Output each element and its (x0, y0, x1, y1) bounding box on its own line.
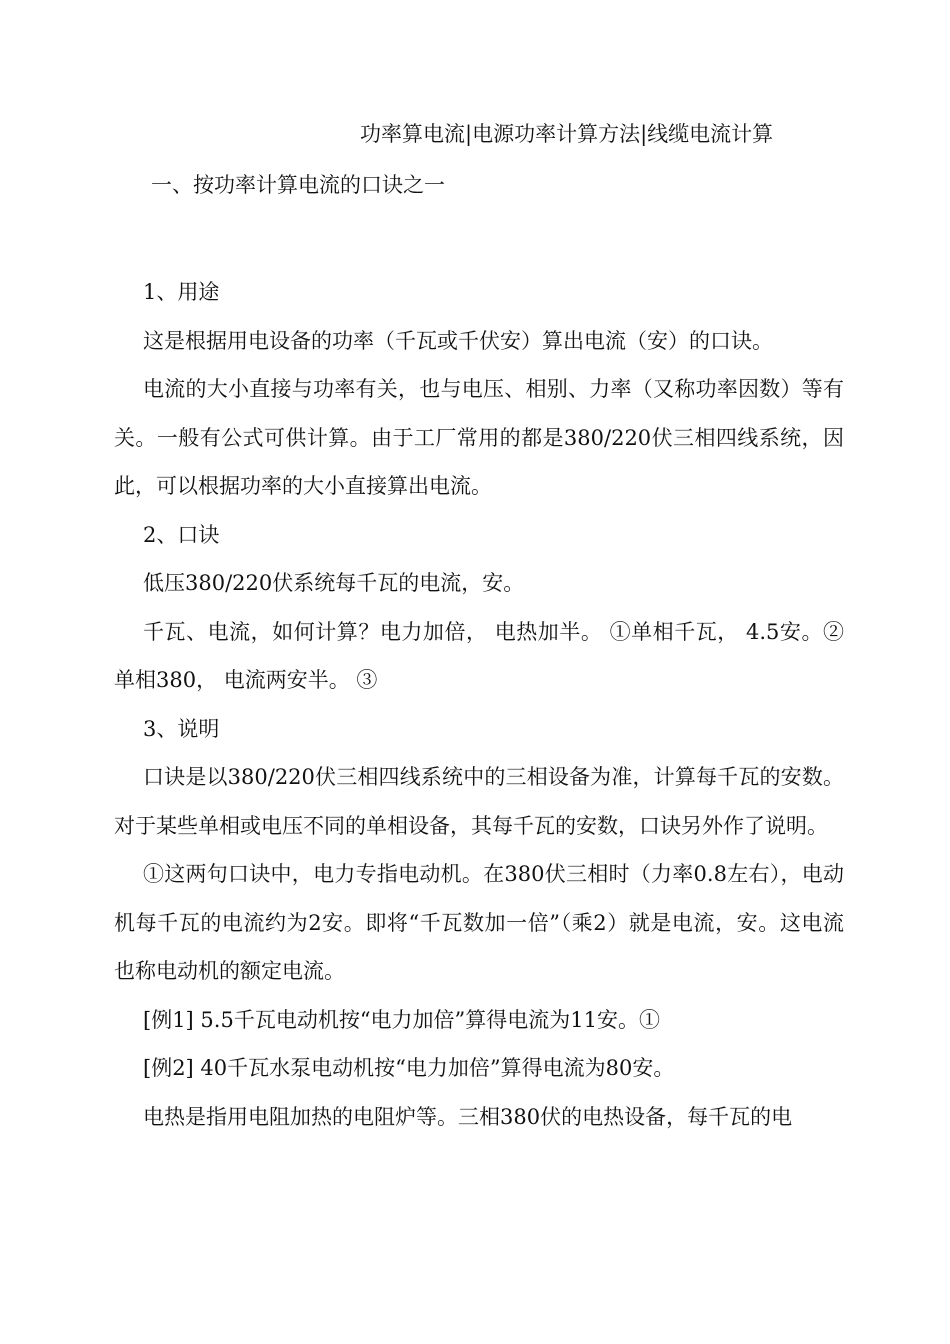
paragraph: 电热是指用电阻加热的电阻炉等。三相380伏的电热设备，每千瓦的电 (143, 1104, 793, 1129)
paragraph-formula-heading: 2、口诀 (143, 522, 220, 547)
paragraph: ①这两句口诀中，电力专指电动机。在380伏三相时（力率0.8左右），电动机每千瓦的电流约为2安。即将“千瓦数加一倍”（乘2）就是电流，安。这电流也称电动机的额定电流。 (114, 862, 844, 983)
paragraph-example: [例1] 5.5千瓦电动机按“电力加倍”算得电流为11安。① (143, 1007, 661, 1032)
paragraph: 电流的大小直接与功率有关，也与电压、相别、力率（又称功率因数）等有关。一般有公式可供计算。由于工厂常用的都是380/220伏三相四线系统，因此，可以根据功率的大小直接算出电流。 (114, 377, 844, 498)
paragraph: 这是根据用电设备的功率（千瓦或千伏安）算出电流（安）的口诀。 (143, 328, 773, 353)
paragraph-example: [例2] 40千瓦水泵电动机按“电力加倍”算得电流为80安。 (143, 1056, 675, 1080)
paragraph-explanation-heading: 3、说明 (143, 716, 220, 741)
section-heading: 一、按功率计算电流的口诀之一 (151, 173, 445, 197)
paragraph: 千瓦、电流，如何计算？电力加倍， 电热加半。 ①单相千瓦， 4.5安。②单相380， 电流两安半。 ③ (114, 619, 844, 692)
paragraph: 口诀是以380/220伏三相四线系统中的三相设备为准，计算每千瓦的安数。对于某些单相或电压不同的单相设备，其每千瓦的安数，口诀另外作了说明。 (114, 765, 844, 838)
paragraph: 低压380/220伏系统每千瓦的电流，安。 (143, 571, 525, 595)
paragraph-usage-heading: 1、用途 (143, 280, 220, 304)
document-title: 功率算电流|电源功率计算方法|线缆电流计算 (360, 122, 774, 146)
document-body (114, 268, 844, 1141)
